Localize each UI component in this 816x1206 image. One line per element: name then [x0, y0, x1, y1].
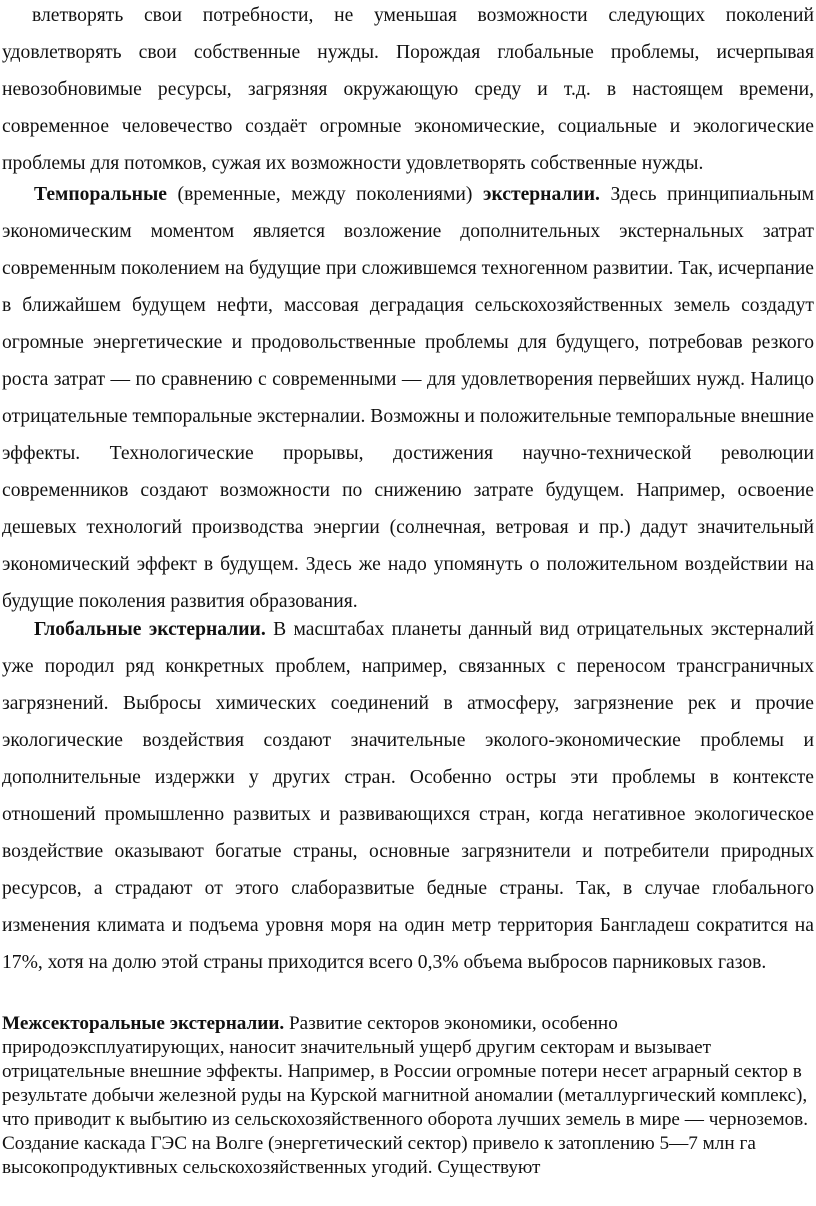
paragraph-global-externalities — [2, 611, 814, 981]
paragraph-intro-text: влетворять свои потребности, не уменьшая возможности следующих поколений удовлетворять свои собственные нужды. Порождая глобальные проблемы, исчерпывая невозобновимые ресурсы, загрязняя окружающую среду и т.д. в настоящем времени, современное человечество создаёт огромные экономические, социальные и экологические проблемы для потомков, сужая их возможности удовлетворять собственные нужды. — [2, 5, 814, 174]
paragraph-intersectoral-externalities — [2, 1012, 814, 1180]
temporal-heading-part2: экстерналии. — [482, 184, 600, 205]
temporal-heading-parenthetical: (временные, между поколениями) — [166, 184, 483, 205]
global-heading: Глобальные экстерналии. — [34, 619, 266, 640]
paragraph-intro — [2, 0, 814, 182]
paragraph-temporal-externalities — [2, 176, 814, 620]
temporal-body-text: Здесь принципиальным экономическим моментом является возложение дополнительных экстернальных затрат современным поколением на будущие при сложившемся техногенном развитии. Так, исчерпание в ближайшем будущем нефти, массовая деградация сельскохозяйственных земель создадут огромные энергетические и продовольственные проблемы для будущего, потребовав резкого роста затрат — по сравнению с современными — для удовлетворения первейших нужд. Налицо отрицательные темпоральные экстерналии. Возможны и положительные темпоральные внешние эффекты. Технологические прорывы, достижения научно-технической революции современников создают возможности по снижению затрате будущем. Например, освоение дешевых технологий производства энергии (солнечная, ветровая и пр.) дадут значительный экономический эффект в будущем. Здесь же надо упомянуть о положительном воздействии на будущие поколения развития образования. — [2, 184, 814, 612]
temporal-heading-part1: Темпоральные — [34, 184, 167, 205]
intersectoral-body-text: Развитие секторов экономики, особенно природоэксплуатирующих, наносит значительный ущерб другим секторам и вызывает отрицательные внешние эффекты. Например, в России огромные потери несет аграрный сектор в результате добычи железной руды на Курской магнитной аномалии (металлургический комплекс), что приводит к выбытию из сельскохозяйственного оборота лучших земель в мире — черноземов. Создание каскада ГЭС на Волге (энергетический сектор) привело к затоплению 5—7 млн га высокопродуктивных сельскохозяйственных угодий. Существуют — [2, 1013, 809, 1178]
global-body-text: В масштабах планеты данный вид отрицательных экстерналий уже породил ряд конкретных проблем, например, связанных с переносом трансграничных загрязнений. Выбросы химических соединений в атмосферу, загрязнение рек и прочие экологические воздействия создают значительные эколого-экономические проблемы и дополнительные издержки у других стран. Особенно остры эти проблемы в контексте отношений промышленно развитых и развивающихся стран, когда негативное экологическое воздействие оказывают богатые страны, основные загрязнители и потребители природных ресурсов, а страдают от этого слаборазвитые бедные страны. Так, в случае глобального изменения климата и подъема уровня моря на один метр территория Бангладеш сократится на 17%, хотя на долю этой страны приходится всего 0,3% объема выбросов парниковых газов. — [2, 619, 814, 973]
intersectoral-heading: Межсекторальные экстерналии. — [2, 1013, 285, 1034]
